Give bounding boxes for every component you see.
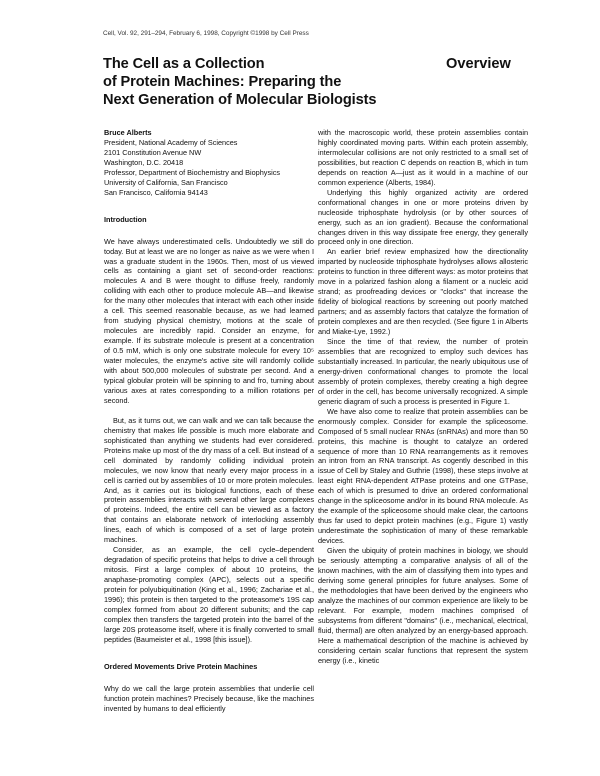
article-type-label: Overview (446, 56, 511, 72)
body-paragraph: We have always underestimated cells. Undoubtedly we still do today. But at least we are no longer as naive as we were when I was a graduate student in the 1960s. Then, most of us viewed cells as containing a giant set of second-order reactions: molecules A and B were thought to diffuse freely, randomly colliding with each other to produce molecule AB—and likewise for the many other molecules that interact with each other inside a cell. This seemed reasonable because, as we had learned from studying physical chemistry, motions at the scale of molecules are incredibly rapid. Consider an enzyme, for example. If its substrate molecule is present at a concentration of 0.5 mM, which is only one substrate molecule for every 10⁵ water molecules, the enzyme's active site will randomly collide with about 500,000 molecules of substrate per second. And a typical globular protein will be spinning to and fro, turning about various axes at rates corresponding to a million rotations per second. (104, 236, 314, 405)
author-name: Bruce Alberts (104, 128, 152, 137)
body-paragraph: with the macroscopic world, these protein assemblies contain highly coordinated moving parts. Within each protein assembly, intermolecular collisions are not only restricted to a small set of possibilities, but reaction C depends on reaction B, which in turn depends on reaction A—just as it would in a machine of our common experience (Alberts, 1984). (318, 128, 528, 187)
body-paragraph: Underlying this highly organized activity are ordered conformational changes in one or more proteins driven by nucleoside triphosphate hydrolysis (or by other sources of energy, such as an ion gradient). Because the conformational changes driven in this way dissipate free energy, they generally proceed only in one direction. (318, 187, 528, 247)
body-paragraph: We have also come to realize that protein assemblies can be enormously complex. Consider for example the spliceosome. Composed of 5 small nuclear RNAs (snRNAs) and more than 50 proteins, this machine is thought to catalyze an ordered sequence of more than 10 RNA rearrangements as it removes an intron from an RNA transcript. As cogently described in this issue of Cell by Staley and Guthrie (1998), these steps involve at least eight RNA-dependent ATPase proteins and one GTPase, each of which is presumed to drive an ordered conformational change in the spliceosome and/or in its bound RNA molecule. As the example of the spliceosome should make clear, the cartoons thus far used to depict protein machines (e.g., Figure 1) vastly underestimate the sophistication of many of these remarkable devices. (318, 406, 528, 546)
right-column (318, 128, 528, 665)
author-affiliation-line: University of California, San Francisco (104, 177, 228, 187)
author-affiliation-line: President, National Academy of Sciences (104, 137, 238, 147)
body-paragraph: Given the ubiquity of protein machines in biology, we should be seriously attempting a comparative analysis of all of the known machines, with the aim of classifying them into types and deriving some general principles for future analyses. Some of the methodologies that have been derived by the engineers who analyze the machines of our common experience are likely to be relevant. For example, modern machines comprised of subsystems from different "domains" (i.e., mechanical, electrical, fluid, thermal) are often analyzed by an energy-based approach. Here a mathematical description of the machine is achieved by considering certain scalar functions that represent the system energy (i.e., kinetic (318, 546, 528, 665)
title-line: Next Generation of Molecular Biologists (103, 92, 377, 108)
body-paragraph: But, as it turns out, we can walk and we can talk because the chemistry that makes life possible is much more elaborate and sophisticated than anything we students had ever considered. Proteins make up most of the dry mass of a cell. But instead of a cell dominated by randomly colliding individual protein molecules, we now know that nearly every major process in a cell is carried out by assemblies of 10 or more protein molecules. And, as it carries out its biological functions, each of these protein assemblies interacts with several other large complexes of proteins. Indeed, the entire cell can be viewed as a factory that contains an elaborate network of interlocking assembly lines, each of which is composed of a set of large protein machines. (104, 415, 314, 545)
body-paragraph: Consider, as an example, the cell cycle–dependent degradation of specific proteins that helps to drive a cell through mitosis. First a large complex of about 10 proteins, the anaphase-promoting complex (APC), selects out a specific protein for polyubiquitination (King et al., 1996; Zachariae et al., 1996); this protein is then targeted to the proteasome's 19S cap complex formed from about 20 different subunits; and the cap complex then transfers the targeted protein into the barrel of the large 20S proteasome itself, where it is finally converted to small peptides (Baumeister et al., 1998 [this issue]). (104, 545, 314, 644)
journal-citation: Cell, Vol. 92, 291–294, February 6, 1998, Copyright ©1998 by Cell Press (103, 30, 309, 37)
left-column (104, 128, 314, 714)
title-line: The Cell as a Collection (103, 56, 265, 72)
author-affiliation-line: 2101 Constitution Avenue NW (104, 147, 202, 157)
author-affiliation-line: Washington, D.C. 20418 (104, 157, 184, 167)
author-block (104, 128, 314, 198)
body-paragraph: Why do we call the large protein assemblies that underlie cell function protein machines? Precisely because, like the machines invented by humans to deal efficiently (104, 683, 314, 713)
section-heading-ordered-movements: Ordered Movements Drive Protein Machines (104, 661, 258, 671)
body-paragraph: An earlier brief review emphasized how the directionality imparted by nucleoside triphosphate hydrolyses allows allosteric proteins to function in three different ways: as motor proteins that move in a polarized fashion along a filament or a nucleic acid strand; as proofreading devices or "clocks" that increase the fidelity of biological reactions by screening out poorly matched partners; and as assembly factors that catalyze the formation of protein complexes and are then recycled. (See figure 1 in Alberts and Miake-Lye, 1992.) (318, 247, 528, 337)
title-line: of Protein Machines: Preparing the (103, 74, 342, 90)
author-affiliation-line: Professor, Department of Biochemistry and Biophysics (104, 167, 281, 177)
section-heading-introduction: Introduction (104, 214, 147, 224)
author-affiliation-line: San Francisco, California 94143 (104, 187, 208, 197)
article-title (103, 55, 433, 109)
body-paragraph: Since the time of that review, the number of protein assemblies that are recognized to employ such devices has substantially increased. In particular, the nearly ubiquitous use of energy-driven conformational changes to promote the local assembly of protein complexes, thereby creating a high degree of order in the cell, has become universally recognized. A simple generic diagram of such a process is presented in Figure 1. (318, 337, 528, 406)
